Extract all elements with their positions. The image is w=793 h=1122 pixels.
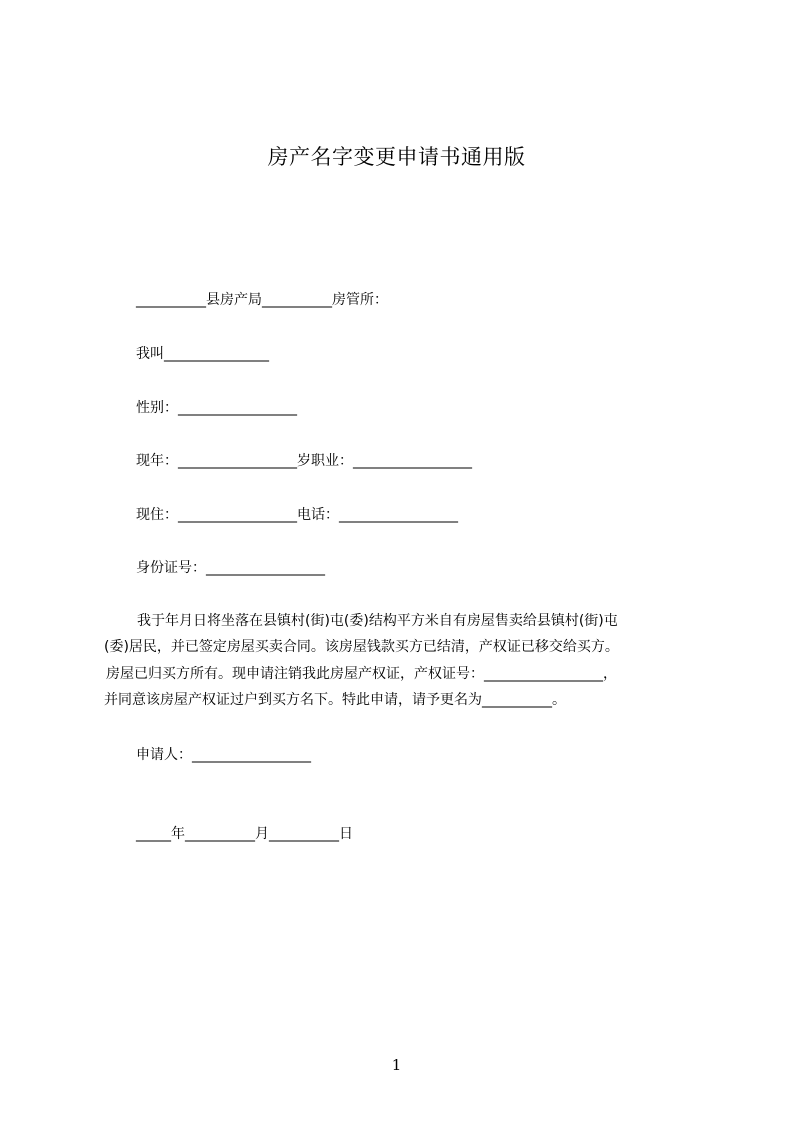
- office-blank: __________: [262, 292, 332, 308]
- day-label: 日: [339, 826, 353, 842]
- age-blank: _________________: [178, 453, 297, 469]
- statement-line-3: 房屋已归买方所有。现申请注销我此房屋产权证，产权证号：_________________，: [106, 665, 617, 682]
- date-line: [136, 824, 353, 844]
- age-job-line: [136, 451, 472, 471]
- statement-line-2: (委)居民，并已签定房屋买卖合同。该房屋钱款买方已结清，产权证已移交给买方。: [104, 639, 619, 656]
- page-number: 1: [391, 1056, 402, 1074]
- applicant-blank: _________________: [192, 747, 311, 763]
- address-phone-line: [136, 505, 458, 525]
- office-label: 房管所：: [332, 292, 388, 308]
- statement-line-4: 并同意该房屋产权证过户到买方名下。特此申请，请予更名为__________。: [104, 691, 566, 708]
- phone-blank: _________________: [339, 507, 458, 523]
- applicant-line: [136, 745, 311, 765]
- year-blank: _____: [136, 826, 171, 842]
- document-title: 房产名字变更申请书通用版: [267, 145, 526, 169]
- phone-label: 电话：: [297, 507, 339, 523]
- gender-blank: _________________: [178, 400, 297, 416]
- age-label: 现年：: [136, 453, 178, 469]
- name-label: 我叫: [136, 346, 164, 362]
- month-blank: __________: [185, 826, 255, 842]
- bureau-blank: __________: [136, 292, 206, 308]
- id-blank: _________________: [206, 560, 325, 576]
- name-blank: _______________: [164, 346, 269, 362]
- id-line: [136, 558, 325, 578]
- month-label: 月: [255, 826, 269, 842]
- applicant-label: 申请人：: [136, 747, 192, 763]
- gender-label: 性别：: [136, 400, 178, 416]
- year-label: 年: [171, 826, 185, 842]
- address-blank: _________________: [178, 507, 297, 523]
- address-label: 现住：: [136, 507, 178, 523]
- name-line: [136, 344, 269, 364]
- statement-line-1: 我于年月日将坐落在县镇村(街)屯(委)结构平方米自有房屋售卖给县镇村(街)屯: [137, 613, 618, 629]
- id-label: 身份证号：: [136, 560, 206, 576]
- day-blank: __________: [269, 826, 339, 842]
- bureau-label: 县房产局: [206, 292, 262, 308]
- gender-line: [136, 398, 297, 418]
- job-label: 岁职业：: [297, 453, 353, 469]
- job-blank: _________________: [353, 453, 472, 469]
- addressee-line: [136, 290, 388, 310]
- statement-paragraph: [104, 608, 694, 713]
